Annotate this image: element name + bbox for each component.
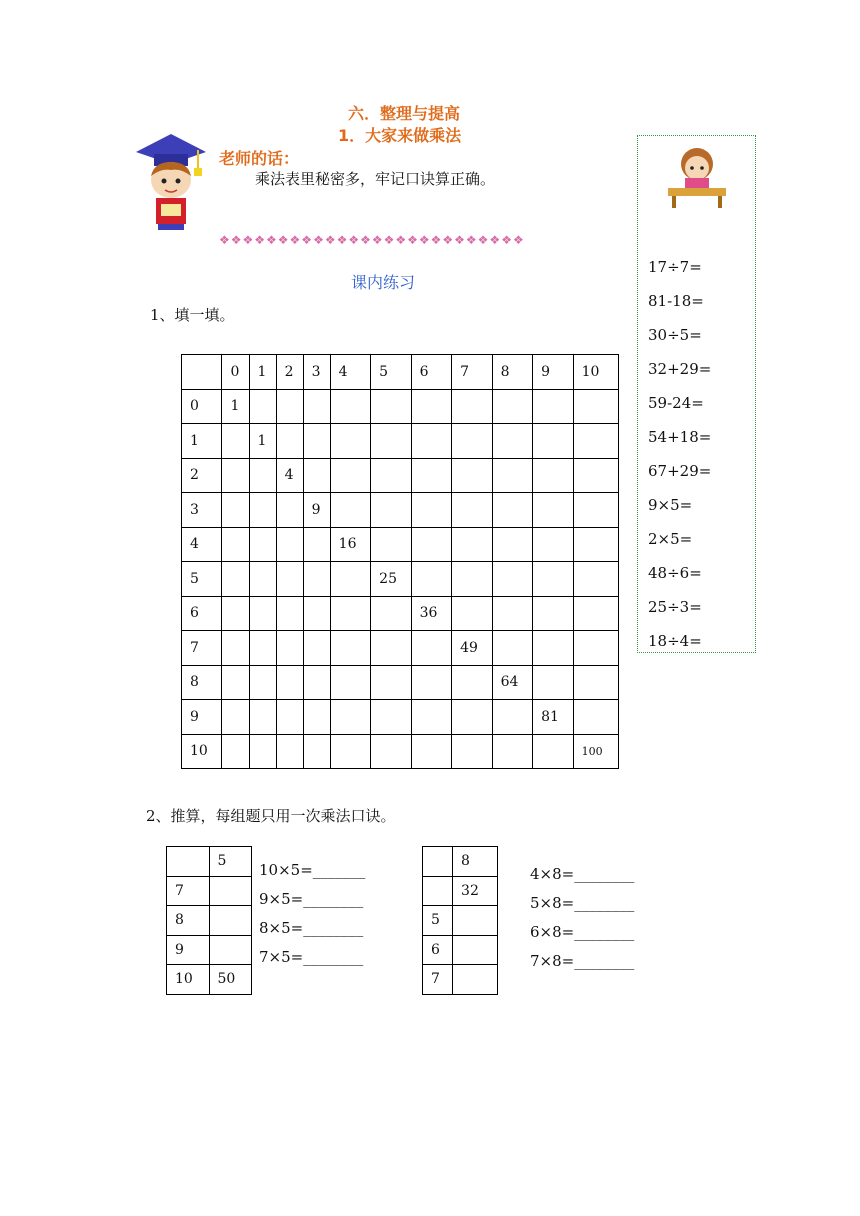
- table-row: [182, 355, 619, 390]
- equation-b-2: 5×8=________: [530, 894, 635, 912]
- table-cell: [423, 847, 453, 877]
- table-cell: 4: [182, 527, 222, 562]
- table-cell: [411, 389, 451, 424]
- table-cell: [330, 424, 370, 459]
- table-cell: [330, 700, 370, 735]
- table-cell: [209, 906, 252, 936]
- table-cell: [249, 527, 276, 562]
- table-cell: 3: [303, 355, 330, 390]
- sidebar-equation: 25÷3=: [648, 598, 702, 616]
- table-cell: [411, 631, 451, 666]
- sidebar-equation: 48÷6=: [648, 564, 702, 582]
- table-cell: 5: [371, 355, 411, 390]
- table-cell: [276, 562, 303, 597]
- deduction-table-a: [166, 846, 252, 995]
- table-cell: [303, 596, 330, 631]
- exercise-heading: 课内练习: [351, 273, 416, 292]
- table-cell: [371, 596, 411, 631]
- table-cell: [222, 734, 249, 769]
- table-cell: [452, 562, 492, 597]
- table-cell: 49: [452, 631, 492, 666]
- table-cell: [303, 631, 330, 666]
- table-cell: [452, 665, 492, 700]
- table-cell: [533, 596, 573, 631]
- table-cell: [330, 596, 370, 631]
- equation-a-3: 8×5=________: [259, 919, 364, 937]
- table-cell: [371, 665, 411, 700]
- table-cell: 10: [167, 965, 210, 995]
- table-cell: 9: [182, 700, 222, 735]
- student-at-desk-illustration: [664, 142, 730, 212]
- table-cell: [249, 734, 276, 769]
- table-cell: 5: [182, 562, 222, 597]
- table-cell: [452, 389, 492, 424]
- table-cell: [249, 700, 276, 735]
- table-cell: [303, 700, 330, 735]
- sidebar-equation: 17÷7=: [648, 258, 702, 276]
- table-cell: [492, 562, 532, 597]
- table-cell: [330, 665, 370, 700]
- table-cell: [249, 562, 276, 597]
- table-cell: 81: [533, 700, 573, 735]
- table-cell: [533, 458, 573, 493]
- table-cell: [303, 562, 330, 597]
- deduction-table-b: [422, 846, 498, 995]
- table-row: [167, 876, 252, 906]
- table-cell: [276, 665, 303, 700]
- table-row: [182, 665, 619, 700]
- table-cell: 100: [573, 734, 618, 769]
- table-cell: [371, 527, 411, 562]
- table-cell: [411, 527, 451, 562]
- table-cell: [533, 665, 573, 700]
- table-cell: 36: [411, 596, 451, 631]
- table-cell: 6: [423, 935, 453, 965]
- table-row: [167, 935, 252, 965]
- section-title: 六．整理与提高: [348, 104, 461, 123]
- table-cell: 8: [492, 355, 532, 390]
- table-cell: 32: [453, 876, 498, 906]
- table-cell: [492, 734, 532, 769]
- table-cell: [371, 493, 411, 528]
- table-cell: 1: [249, 424, 276, 459]
- table-cell: [222, 493, 249, 528]
- decorative-divider: ❖❖❖❖❖❖❖❖❖❖❖❖❖❖❖❖❖❖❖❖❖❖❖❖❖❖: [219, 233, 525, 247]
- table-cell: [533, 527, 573, 562]
- table-cell: [303, 665, 330, 700]
- table-cell: 5: [209, 847, 252, 877]
- table-cell: [452, 493, 492, 528]
- sidebar-equation: 54+18=: [648, 428, 712, 446]
- table-cell: [452, 734, 492, 769]
- table-cell: [371, 458, 411, 493]
- table-cell: [249, 493, 276, 528]
- table-cell: [492, 389, 532, 424]
- table-row: [182, 700, 619, 735]
- sidebar-equation: 59-24=: [648, 394, 704, 412]
- table-row: [423, 847, 498, 877]
- table-cell: [573, 665, 618, 700]
- table-cell: [411, 493, 451, 528]
- table-row: [167, 906, 252, 936]
- sidebar-equation: 18÷4=: [648, 632, 702, 650]
- equation-b-4: 7×8=________: [530, 952, 635, 970]
- table-cell: [371, 631, 411, 666]
- table-row: [182, 527, 619, 562]
- table-cell: 8: [182, 665, 222, 700]
- table-cell: [573, 631, 618, 666]
- table-cell: 50: [209, 965, 252, 995]
- teacher-words: 乘法表里秘密多，牢记口诀算正确。: [255, 170, 496, 188]
- table-cell: [371, 389, 411, 424]
- table-cell: 7: [452, 355, 492, 390]
- table-row: [423, 876, 498, 906]
- equation-group-a: [259, 856, 365, 972]
- table-row: [423, 935, 498, 965]
- table-cell: [452, 700, 492, 735]
- table-row: [423, 965, 498, 995]
- table-cell: [303, 389, 330, 424]
- table-cell: [249, 389, 276, 424]
- table-cell: [209, 876, 252, 906]
- table-cell: [371, 734, 411, 769]
- table-cell: 8: [167, 906, 210, 936]
- table-cell: [249, 631, 276, 666]
- table-cell: [492, 527, 532, 562]
- table-cell: 3: [182, 493, 222, 528]
- table-cell: [423, 876, 453, 906]
- table-cell: [492, 493, 532, 528]
- table-row: [167, 965, 252, 995]
- lesson-title: 1．大家来做乘法: [338, 126, 462, 145]
- table-cell: [452, 458, 492, 493]
- table-cell: 8: [453, 847, 498, 877]
- table-cell: [411, 424, 451, 459]
- sidebar-equation: 32+29=: [648, 360, 712, 378]
- table-cell: [222, 562, 249, 597]
- table-cell: [411, 734, 451, 769]
- table-cell: [209, 935, 252, 965]
- table-cell: 9: [303, 493, 330, 528]
- table-cell: 7: [423, 965, 453, 995]
- table-cell: [276, 734, 303, 769]
- table-cell: 7: [167, 876, 210, 906]
- table-row: [182, 424, 619, 459]
- table-cell: [533, 734, 573, 769]
- table-row: [182, 458, 619, 493]
- table-cell: [249, 665, 276, 700]
- table-cell: [222, 527, 249, 562]
- table-cell: [573, 527, 618, 562]
- table-cell: 25: [371, 562, 411, 597]
- table-cell: [533, 493, 573, 528]
- q2-prompt: 2、推算，每组题只用一次乘法口诀。: [146, 807, 396, 825]
- equation-group-b: [530, 860, 634, 976]
- table-cell: 4: [330, 355, 370, 390]
- table-cell: [276, 596, 303, 631]
- sidebar-equation: 81-18=: [648, 292, 704, 310]
- table-cell: [533, 562, 573, 597]
- sidebar-equation-list: [648, 250, 711, 658]
- teacher-label: 老师的话：: [219, 149, 300, 168]
- table-row: [167, 847, 252, 877]
- table-cell: [492, 700, 532, 735]
- table-cell: 2: [276, 355, 303, 390]
- table-row: [423, 906, 498, 936]
- table-row: [182, 734, 619, 769]
- table-cell: [330, 458, 370, 493]
- table-cell: [411, 665, 451, 700]
- table-cell: [452, 596, 492, 631]
- table-cell: [222, 631, 249, 666]
- table-cell: [453, 906, 498, 936]
- table-cell: [276, 527, 303, 562]
- table-cell: [222, 700, 249, 735]
- table-cell: [330, 631, 370, 666]
- table-row: [182, 562, 619, 597]
- table-cell: [276, 389, 303, 424]
- sidebar-equation: 67+29=: [648, 462, 712, 480]
- table-cell: [533, 631, 573, 666]
- table-cell: [303, 424, 330, 459]
- table-cell: [573, 562, 618, 597]
- table-cell: 4: [276, 458, 303, 493]
- equation-b-3: 6×8=________: [530, 923, 635, 941]
- table-cell: 1: [222, 389, 249, 424]
- table-cell: [330, 389, 370, 424]
- table-cell: [330, 493, 370, 528]
- table-cell: [222, 424, 249, 459]
- equation-a-1: 10×5=_______: [259, 861, 366, 879]
- table-cell: [573, 458, 618, 493]
- table-cell: 2: [182, 458, 222, 493]
- table-cell: [411, 700, 451, 735]
- table-cell: [452, 424, 492, 459]
- table-cell: [492, 458, 532, 493]
- table-row: [182, 389, 619, 424]
- table-row: [182, 631, 619, 666]
- table-cell: [573, 493, 618, 528]
- table-cell: [330, 734, 370, 769]
- table-cell: 6: [182, 596, 222, 631]
- table-cell: [492, 424, 532, 459]
- table-cell: 5: [423, 906, 453, 936]
- table-cell: 16: [330, 527, 370, 562]
- table-cell: [573, 700, 618, 735]
- table-cell: 10: [573, 355, 618, 390]
- table-cell: 0: [182, 389, 222, 424]
- table-cell: [371, 424, 411, 459]
- table-cell: [573, 596, 618, 631]
- table-cell: [303, 734, 330, 769]
- table-cell: [249, 596, 276, 631]
- table-cell: [453, 935, 498, 965]
- table-cell: [303, 527, 330, 562]
- table-cell: [411, 562, 451, 597]
- table-cell: 9: [167, 935, 210, 965]
- table-cell: [533, 424, 573, 459]
- table-cell: [276, 700, 303, 735]
- table-cell: 1: [249, 355, 276, 390]
- table-row: [182, 493, 619, 528]
- table-cell: [249, 458, 276, 493]
- table-cell: 10: [182, 734, 222, 769]
- table-cell: [222, 665, 249, 700]
- table-cell: [573, 424, 618, 459]
- table-cell: 6: [411, 355, 451, 390]
- multiplication-table: [181, 354, 619, 769]
- table-cell: [222, 458, 249, 493]
- table-cell: 9: [533, 355, 573, 390]
- table-cell: [182, 355, 222, 390]
- table-cell: [492, 596, 532, 631]
- table-cell: [276, 424, 303, 459]
- table-cell: 7: [182, 631, 222, 666]
- table-cell: [167, 847, 210, 877]
- table-cell: [276, 493, 303, 528]
- equation-b-1: 4×8=________: [530, 865, 635, 883]
- sidebar-equation: 30÷5=: [648, 326, 702, 344]
- table-cell: [452, 527, 492, 562]
- table-cell: [573, 389, 618, 424]
- sidebar-equation: 9×5=: [648, 496, 693, 514]
- table-cell: 0: [222, 355, 249, 390]
- table-cell: [533, 389, 573, 424]
- q1-prompt: 1、填一填。: [150, 306, 235, 324]
- table-cell: [492, 631, 532, 666]
- table-cell: [453, 965, 498, 995]
- table-cell: 1: [182, 424, 222, 459]
- table-cell: [371, 700, 411, 735]
- table-cell: [303, 458, 330, 493]
- equation-a-4: 7×5=________: [259, 948, 364, 966]
- table-cell: [222, 596, 249, 631]
- table-cell: [330, 562, 370, 597]
- equation-a-2: 9×5=________: [259, 890, 364, 908]
- table-row: [182, 596, 619, 631]
- table-cell: 64: [492, 665, 532, 700]
- mental-math-sidebar: [637, 135, 756, 653]
- sidebar-equation: 2×5=: [648, 530, 693, 548]
- table-cell: [411, 458, 451, 493]
- teacher-illustration: [126, 124, 216, 234]
- table-cell: [276, 631, 303, 666]
